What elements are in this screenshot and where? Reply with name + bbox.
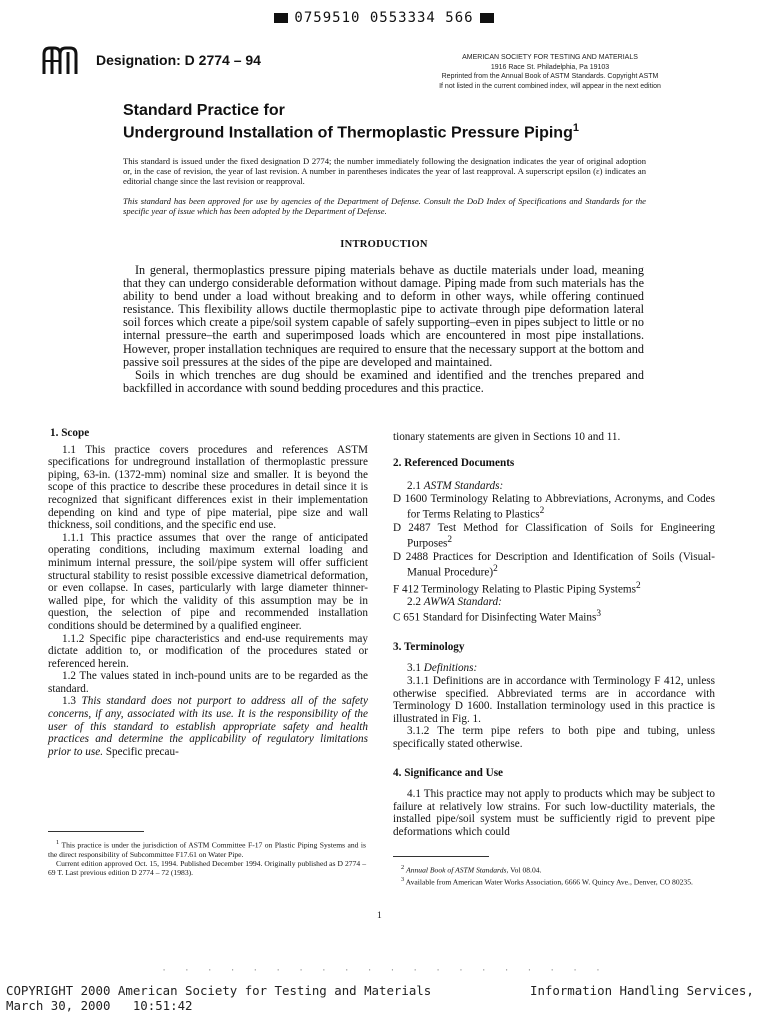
reference-footnote-mark: 2 bbox=[635, 580, 641, 591]
astm-org-block bbox=[400, 53, 700, 91]
section-heading-terminology: 3. Terminology bbox=[393, 640, 465, 653]
reference-text: C 651 Standard for Disinfecting Water Mains bbox=[393, 612, 597, 625]
para-number: 2.2 bbox=[407, 595, 421, 608]
definitions-label bbox=[393, 662, 715, 675]
reference-footnote-mark: 3 bbox=[596, 609, 602, 620]
footnote-mark: 2 bbox=[401, 864, 405, 871]
barcode-bar-left bbox=[274, 13, 288, 23]
introduction-heading: INTRODUCTION bbox=[340, 239, 428, 250]
paragraph-3-1-2: 3.1.2 The term pipe refers to both pipe and tubing, unless specifically stated otherwise. bbox=[393, 725, 715, 750]
title-footnote-mark: 1 bbox=[572, 122, 579, 134]
issue-note: This standard is issued under the fixed designation D 2774; the number immediately following the designation indicates the year of original adoption or, in the case of revision, the year of last revision. A number in parentheses indicates the year of last reapproval. A superscript epsilon (ε) indicates an editorial change since the last revision or reapproval. bbox=[123, 156, 646, 186]
org-line: 1916 Race St. Philadelphia, Pa 19103 bbox=[490, 63, 610, 71]
footnote-rule bbox=[48, 831, 144, 832]
footer-line: March 30, 2000 10:51:42 bbox=[6, 998, 193, 1013]
barcode-bar-right bbox=[480, 13, 494, 23]
footnote-mark: 3 bbox=[401, 875, 405, 883]
reference-text: F 412 Terminology Relating to Plastic Piping Systems bbox=[393, 583, 636, 596]
paragraph-1-3 bbox=[48, 695, 368, 758]
section-heading-scope: 1. Scope bbox=[50, 427, 90, 439]
footnote-italic: Annual Book of ASTM Standards, bbox=[406, 865, 509, 875]
footnotes-right bbox=[393, 863, 715, 886]
reference-list bbox=[393, 608, 715, 624]
footer-line: COPYRIGHT 2000 American Society for Testing and Materials bbox=[6, 983, 432, 998]
reference-text: D 1600 Terminology Relating to Abbreviations, Acronyms, and Codes for Terms Relating to Plastics bbox=[393, 492, 715, 522]
paragraph-1-1-1: 1.1.1 This practice assumes that over the range of anticipated operating conditions, including maximum external loading and minimum internal pressure, the soil/pipe system will offer sufficient structural stability to resist possible excessive diametrical deformation, or even collapse. In cases, particularly with large diameter thinner-walled pipe, for which the validity of this assumption may be in question, the selection of pipe and recommended installation conditions should be determined by a qualified engineer. bbox=[48, 531, 368, 632]
copyright-footer bbox=[6, 983, 431, 1013]
footnote-body: Available from American Water Works Association, 6666 W. Quincy Ave., Denver, CO 80235. bbox=[405, 877, 693, 887]
astm-standards-label bbox=[393, 480, 715, 493]
subsection-label: Definitions: bbox=[423, 662, 478, 675]
page-number: 1 bbox=[377, 911, 382, 921]
reference-footnote-mark: 2 bbox=[493, 564, 498, 575]
org-line: Reprinted from the Annual Book of ASTM Standards. Copyright ASTM bbox=[441, 73, 659, 80]
reference-text: D 2487 Test Method for Classification of Soils for Engineering Purposes bbox=[393, 521, 715, 551]
reference-text: D 2488 Practices for Description and Identification of Soils (Visual-Manual Procedure) bbox=[393, 550, 715, 579]
reference-item bbox=[393, 608, 715, 624]
footnote-text bbox=[48, 838, 366, 859]
barcode-strip bbox=[0, 10, 768, 26]
paragraph-3-1-1: 3.1.1 Definitions are in accordance with Terminology F 412, unless otherwise specified. Abbreviated terms are in accordance with Terminology D 1600. Installation terminology used in this practice is illustrated in Fig. 1. bbox=[393, 674, 715, 725]
introduction-body bbox=[123, 264, 644, 395]
reference-item bbox=[393, 580, 715, 596]
footer-right: Information Handling Services, bbox=[530, 983, 754, 998]
footnote-body: This practice is under the jurisdiction of ASTM Committee F-17 on Plastic Piping Systems and is the direct responsibility of Subcommittee F17.61 on Water Pipe. bbox=[48, 840, 366, 859]
footnote-mark: 1 bbox=[56, 839, 60, 846]
paragraph-1-1-2: 1.1.2 Specific pipe characteristics and end-use requirements may dictate addition to, or modification of the procedures stated or referenced herein. bbox=[48, 632, 368, 670]
footnote-body: Vol 08.04. bbox=[510, 865, 542, 875]
intro-paragraph: In general, thermoplastics pressure piping materials behave as ductile materials under load, meaning that they can undergo considerable deformation without damage. Piping made from such materials has the ability to bend under a load without breaking and to deform in other ways, while offering continued resistance. This flexibility allows ductile thermoplastic pipe to activate through pipe deformation lateral soil forces which create a pipe/soil system capable of safely supporting–even in pipes subject to little or no internal pressure–the earth and superimposed loads which are encountered in most pipe installations. However, proper installation techniques are required to ensure that the necessary support at the bottom and passive soil pressures at the sides of the pipe are developed and maintained. bbox=[123, 263, 644, 369]
title-line-1: Standard Practice for bbox=[123, 102, 285, 119]
safety-statement: This standard does not purport to address all of the safety concerns, if any, associated with its use. It is the responsibility of the user of this standard to establish appropriate safety and health practices and determine the applicability of regulatory limitations prior to use. bbox=[48, 695, 368, 758]
intro-paragraph: Soils in which trenches are dug should be examined and identified and the trenches prepared and backfilled in accordance with sound bedding procedures and this practice. bbox=[123, 367, 644, 395]
right-column bbox=[393, 431, 715, 839]
para-number: 2.1 bbox=[407, 480, 421, 493]
astm-logo-icon bbox=[40, 46, 80, 76]
dod-note: This standard has been approved for use by agencies of the Department of Defense. Consult the DoD Index of Specifications and Standards for the specific year of issue which has been adopted by the Department of Defense. bbox=[123, 196, 646, 216]
paragraph-4-1: 4.1 This practice may not apply to products which may be subject to failure at relatively low strains. For such low-ductility materials, the installed pipe/soil system must be sufficiently rigid to prevent pipe deformations which could bbox=[393, 788, 715, 838]
para-number: 1.3 bbox=[62, 695, 76, 708]
reference-list bbox=[393, 493, 715, 596]
paragraph-1-2: 1.2 The values stated in inch-pound units are to be regarded as the standard. bbox=[48, 670, 368, 695]
title-line-2 bbox=[123, 122, 579, 142]
title-text: Underground Installation of Thermoplastic Pressure Piping bbox=[123, 124, 573, 142]
reference-footnote-mark: 2 bbox=[447, 535, 453, 546]
paragraph-continuation: tionary statements are given in Sections 10 and 11. bbox=[393, 431, 621, 443]
barcode-text: 0759510 0553334 566 bbox=[294, 10, 474, 26]
para-continuation: Specific precau- bbox=[105, 745, 179, 758]
footnote-2 bbox=[393, 863, 715, 875]
org-line: AMERICAN SOCIETY FOR TESTING AND MATERIALS bbox=[462, 54, 638, 61]
awwa-standard-label bbox=[393, 596, 715, 609]
footnote-text: Current edition approved Oct. 15, 1994. Published December 1994. Originally published as D 2774 – 69 T. Last previous edition D 2774 – 72 (1983). bbox=[48, 858, 366, 877]
footnote-rule bbox=[393, 856, 489, 857]
footnote-1 bbox=[48, 838, 366, 877]
footnote-3 bbox=[393, 875, 715, 887]
subsection-label: AWWA Standard: bbox=[423, 595, 502, 608]
paragraph-1-1: 1.1 This practice covers procedures and references ASTM specifications for undreground installation of thermoplastic pressure piping, 63-in. (1372-mm) nominal size and smaller. It is beyond the scope of this practice to describe these procedures in detail since it is recognized that significant differences exist in their implementation depending on kind and type of pipe material, pipe size and wall thickness, soil conditions, and the specific end use. bbox=[48, 443, 368, 532]
left-column bbox=[48, 427, 368, 758]
designation: Designation: D 2774 – 94 bbox=[96, 52, 261, 68]
org-line: If not listed in the current combined index, will appear in the next edition bbox=[439, 82, 661, 90]
reference-footnote-mark: 2 bbox=[539, 506, 545, 517]
reference-item bbox=[393, 551, 715, 580]
subsection-label: ASTM Standards: bbox=[423, 480, 504, 493]
section-heading-significance: 4. Significance and Use bbox=[393, 766, 504, 779]
section-heading-referenced-documents: 2. Referenced Documents bbox=[393, 456, 515, 469]
reference-item bbox=[393, 493, 715, 522]
para-number: 3.1 bbox=[407, 662, 421, 675]
reference-item bbox=[393, 522, 715, 551]
scan-artifact-divider: · · · · · · · · · · · · · · · · · · · · bbox=[161, 966, 607, 976]
